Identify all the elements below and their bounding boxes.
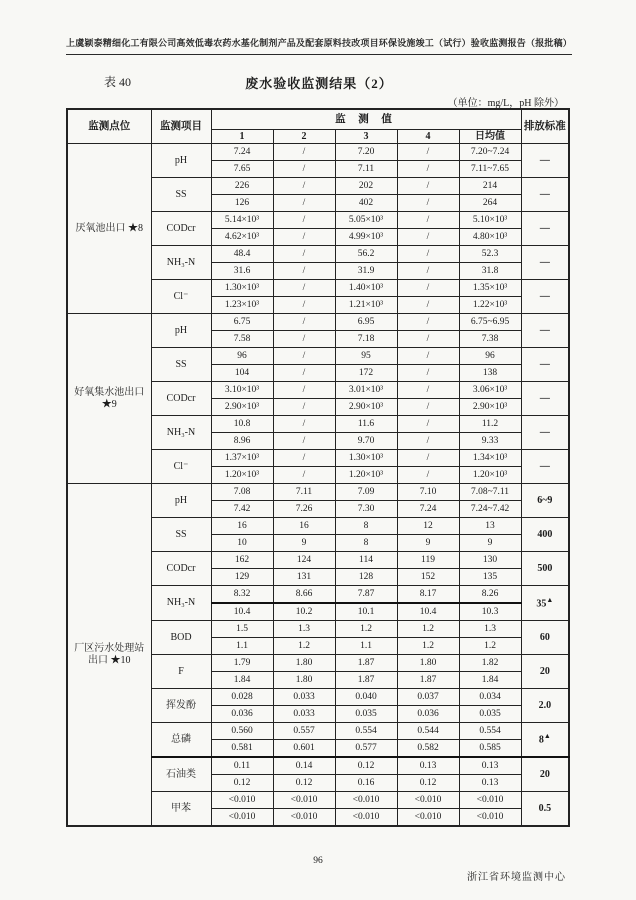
parameter-cell: CODcr xyxy=(151,552,211,586)
value-cell: 0.033 xyxy=(273,706,335,723)
value-cell: 0.581 xyxy=(211,740,273,758)
standard-cell: 8▲ xyxy=(521,723,569,758)
value-cell: 1.84 xyxy=(211,672,273,689)
header-values-group: 监 测 值 xyxy=(211,109,521,130)
value-cell: / xyxy=(397,314,459,331)
standard-cell: — xyxy=(521,416,569,450)
location-cell: 好氧集水池出口 ★9 xyxy=(67,314,151,484)
value-cell: 7.58 xyxy=(211,331,273,348)
value-cell: / xyxy=(397,229,459,246)
value-cell: 7.24~7.42 xyxy=(459,501,521,518)
value-cell: 13 xyxy=(459,518,521,535)
value-cell: 10.4 xyxy=(211,603,273,621)
value-cell: 5.10×10³ xyxy=(459,212,521,229)
value-cell: 1.1 xyxy=(335,638,397,655)
value-cell: 10.2 xyxy=(273,603,335,621)
value-cell: 10.1 xyxy=(335,603,397,621)
standard-cell: — xyxy=(521,212,569,246)
value-cell: 7.10 xyxy=(397,484,459,501)
value-cell: 9 xyxy=(273,535,335,552)
header-standard: 排放标准 xyxy=(521,109,569,144)
value-cell: / xyxy=(273,195,335,212)
value-cell: 152 xyxy=(397,569,459,586)
parameter-cell: Cl⁻ xyxy=(151,280,211,314)
value-cell: 0.035 xyxy=(335,706,397,723)
value-cell: 7.87 xyxy=(335,586,397,604)
value-cell: 0.577 xyxy=(335,740,397,758)
value-cell: 214 xyxy=(459,178,521,195)
parameter-cell: pH xyxy=(151,144,211,178)
value-cell: <0.010 xyxy=(335,809,397,827)
value-cell: / xyxy=(397,178,459,195)
parameter-cell: NH₃-N xyxy=(151,586,211,621)
standard-cell: 2.0 xyxy=(521,689,569,723)
value-cell: 7.08 xyxy=(211,484,273,501)
value-cell: 0.16 xyxy=(335,775,397,792)
value-cell: 135 xyxy=(459,569,521,586)
value-cell: / xyxy=(397,331,459,348)
parameter-cell: SS xyxy=(151,518,211,552)
value-cell: / xyxy=(397,297,459,314)
table-row xyxy=(67,484,569,501)
value-cell: / xyxy=(273,178,335,195)
value-cell: 48.4 xyxy=(211,246,273,263)
standard-cell: — xyxy=(521,450,569,484)
parameter-cell: NH₃-N xyxy=(151,416,211,450)
footer-organization: 浙江省环境监测中心 xyxy=(467,872,566,883)
value-cell: 31.6 xyxy=(211,263,273,280)
value-cell: 114 xyxy=(335,552,397,569)
value-cell: 162 xyxy=(211,552,273,569)
table-header xyxy=(67,109,569,144)
value-cell: 128 xyxy=(335,569,397,586)
value-cell: 0.040 xyxy=(335,689,397,706)
value-cell: 7.38 xyxy=(459,331,521,348)
value-cell: 8.32 xyxy=(211,586,273,604)
value-cell: 0.12 xyxy=(335,757,397,775)
value-cell: / xyxy=(397,280,459,297)
value-cell: 52.3 xyxy=(459,246,521,263)
header-subcol-2: 2 xyxy=(273,130,335,144)
value-cell: 95 xyxy=(335,348,397,365)
parameter-cell: SS xyxy=(151,348,211,382)
value-cell: 0.12 xyxy=(273,775,335,792)
value-cell: / xyxy=(273,399,335,416)
value-cell: 1.87 xyxy=(397,672,459,689)
value-cell: 2.90×10³ xyxy=(211,399,273,416)
value-cell: 1.40×10³ xyxy=(335,280,397,297)
value-cell: 10.3 xyxy=(459,603,521,621)
parameter-cell: CODcr xyxy=(151,212,211,246)
value-cell: 0.034 xyxy=(459,689,521,706)
value-cell: 8 xyxy=(335,518,397,535)
value-cell: / xyxy=(273,467,335,484)
value-cell: 1.37×10³ xyxy=(211,450,273,467)
value-cell: 2.90×10³ xyxy=(335,399,397,416)
value-cell: 1.2 xyxy=(397,621,459,638)
value-cell: 5.14×10³ xyxy=(211,212,273,229)
value-cell: / xyxy=(397,450,459,467)
value-cell: 1.3 xyxy=(459,621,521,638)
value-cell: 7.09 xyxy=(335,484,397,501)
value-cell: 7.11~7.65 xyxy=(459,161,521,178)
value-cell: 131 xyxy=(273,569,335,586)
value-cell: / xyxy=(273,365,335,382)
header-row-1 xyxy=(67,109,569,130)
value-cell: 6.75~6.95 xyxy=(459,314,521,331)
value-cell: 8.96 xyxy=(211,433,273,450)
value-cell: 9 xyxy=(397,535,459,552)
value-cell: 56.2 xyxy=(335,246,397,263)
value-cell: 7.65 xyxy=(211,161,273,178)
value-cell: 11.2 xyxy=(459,416,521,433)
value-cell: 7.11 xyxy=(273,484,335,501)
value-cell: 0.033 xyxy=(273,689,335,706)
value-cell: 0.037 xyxy=(397,689,459,706)
title-row xyxy=(66,73,572,91)
standard-cell: 60 xyxy=(521,621,569,655)
value-cell: 10.4 xyxy=(397,603,459,621)
value-cell: 1.30×10³ xyxy=(335,450,397,467)
value-cell: / xyxy=(397,348,459,365)
value-cell: 5.05×10³ xyxy=(335,212,397,229)
value-cell: 6.95 xyxy=(335,314,397,331)
value-cell: 1.80 xyxy=(273,672,335,689)
value-cell: / xyxy=(397,433,459,450)
value-cell: 11.6 xyxy=(335,416,397,433)
value-cell: 130 xyxy=(459,552,521,569)
value-cell: 4.62×10³ xyxy=(211,229,273,246)
parameter-cell: 石油类 xyxy=(151,757,211,792)
value-cell: / xyxy=(397,212,459,229)
value-cell: 402 xyxy=(335,195,397,212)
value-cell: / xyxy=(273,229,335,246)
value-cell: 1.5 xyxy=(211,621,273,638)
value-cell: / xyxy=(273,280,335,297)
value-cell: 1.87 xyxy=(335,672,397,689)
value-cell: 9 xyxy=(459,535,521,552)
value-cell: 3.10×10³ xyxy=(211,382,273,399)
value-cell: 8 xyxy=(335,535,397,552)
value-cell: <0.010 xyxy=(211,809,273,827)
value-cell: 10 xyxy=(211,535,273,552)
value-cell: 1.30×10³ xyxy=(211,280,273,297)
standard-cell: — xyxy=(521,382,569,416)
standard-cell: — xyxy=(521,280,569,314)
header-subcol-1: 1 xyxy=(211,130,273,144)
value-cell: / xyxy=(397,382,459,399)
value-cell: 202 xyxy=(335,178,397,195)
value-cell: 1.79 xyxy=(211,655,273,672)
value-cell: / xyxy=(273,450,335,467)
value-cell: 7.26 xyxy=(273,501,335,518)
standard-cell: 6~9 xyxy=(521,484,569,518)
parameter-cell: BOD xyxy=(151,621,211,655)
value-cell: 1.34×10³ xyxy=(459,450,521,467)
value-cell: 138 xyxy=(459,365,521,382)
value-cell: 1.21×10³ xyxy=(335,297,397,314)
value-cell: / xyxy=(273,144,335,161)
parameter-cell: SS xyxy=(151,178,211,212)
value-cell: / xyxy=(397,246,459,263)
standard-cell: — xyxy=(521,178,569,212)
value-cell: / xyxy=(273,263,335,280)
value-cell: 6.75 xyxy=(211,314,273,331)
value-cell: 1.80 xyxy=(273,655,335,672)
unit-note: （单位：mg/L，pH 除外） xyxy=(447,98,564,109)
value-cell: 7.20 xyxy=(335,144,397,161)
value-cell: 0.582 xyxy=(397,740,459,758)
value-cell: 9.70 xyxy=(335,433,397,450)
value-cell: <0.010 xyxy=(397,792,459,809)
value-cell: <0.010 xyxy=(273,809,335,827)
value-cell: 1.20×10³ xyxy=(335,467,397,484)
value-cell: / xyxy=(273,382,335,399)
standard-cell: 400 xyxy=(521,518,569,552)
value-cell: 0.036 xyxy=(397,706,459,723)
value-cell: 3.06×10³ xyxy=(459,382,521,399)
header-subcol-3: 3 xyxy=(335,130,397,144)
value-cell: / xyxy=(397,161,459,178)
standard-cell: 20 xyxy=(521,655,569,689)
value-cell: / xyxy=(273,297,335,314)
parameter-cell: F xyxy=(151,655,211,689)
table-number-label: 表 40 xyxy=(104,75,132,89)
value-cell: 1.80 xyxy=(397,655,459,672)
standard-cell: 0.5 xyxy=(521,792,569,827)
value-cell: 0.12 xyxy=(397,775,459,792)
table-row xyxy=(67,144,569,161)
value-cell: <0.010 xyxy=(273,792,335,809)
value-cell: 8.17 xyxy=(397,586,459,604)
parameter-cell: 挥发酚 xyxy=(151,689,211,723)
value-cell: 0.585 xyxy=(459,740,521,758)
page-title: 废水验收监测结果（2） xyxy=(245,76,393,91)
value-cell: / xyxy=(273,416,335,433)
standard-cell: — xyxy=(521,144,569,178)
value-cell: 0.13 xyxy=(459,775,521,792)
standard-cell: — xyxy=(521,348,569,382)
value-cell: <0.010 xyxy=(459,792,521,809)
value-cell: 1.20×10³ xyxy=(459,467,521,484)
value-cell: 129 xyxy=(211,569,273,586)
standard-cell: — xyxy=(521,246,569,280)
value-cell: 0.554 xyxy=(335,723,397,740)
value-cell: / xyxy=(397,399,459,416)
value-cell: 31.8 xyxy=(459,263,521,280)
header-location: 监测点位 xyxy=(67,109,151,144)
standard-cell: 35▲ xyxy=(521,586,569,621)
value-cell: 7.08~7.11 xyxy=(459,484,521,501)
value-cell: 1.2 xyxy=(459,638,521,655)
value-cell: 0.12 xyxy=(211,775,273,792)
value-cell: 8.26 xyxy=(459,586,521,604)
value-cell: 104 xyxy=(211,365,273,382)
value-cell: / xyxy=(273,161,335,178)
value-cell: <0.010 xyxy=(459,809,521,827)
header-subcol-avg: 日均值 xyxy=(459,130,521,144)
value-cell: 0.544 xyxy=(397,723,459,740)
value-cell: 1.35×10³ xyxy=(459,280,521,297)
location-cell: 厂区污水处理站出口 ★10 xyxy=(67,484,151,827)
parameter-cell: Cl⁻ xyxy=(151,450,211,484)
value-cell: 0.11 xyxy=(211,757,273,775)
value-cell: 172 xyxy=(335,365,397,382)
value-cell: 1.2 xyxy=(273,638,335,655)
value-cell: 1.3 xyxy=(273,621,335,638)
value-cell: <0.010 xyxy=(211,792,273,809)
value-cell: / xyxy=(273,314,335,331)
value-cell: 1.2 xyxy=(335,621,397,638)
value-cell: 0.601 xyxy=(273,740,335,758)
value-cell: 96 xyxy=(459,348,521,365)
parameter-cell: pH xyxy=(151,314,211,348)
value-cell: 0.557 xyxy=(273,723,335,740)
standard-cell: 20 xyxy=(521,757,569,792)
value-cell: 10.8 xyxy=(211,416,273,433)
parameter-cell: CODcr xyxy=(151,382,211,416)
value-cell: / xyxy=(273,348,335,365)
header-item: 监测项目 xyxy=(151,109,211,144)
page-number: 96 xyxy=(313,856,323,866)
value-cell: 3.01×10³ xyxy=(335,382,397,399)
value-cell: 1.2 xyxy=(397,638,459,655)
value-cell: 7.18 xyxy=(335,331,397,348)
value-cell: 7.24 xyxy=(397,501,459,518)
value-cell: 1.84 xyxy=(459,672,521,689)
value-cell: 119 xyxy=(397,552,459,569)
value-cell: 0.560 xyxy=(211,723,273,740)
value-cell: 2.90×10³ xyxy=(459,399,521,416)
parameter-cell: 甲苯 xyxy=(151,792,211,827)
value-cell: 16 xyxy=(273,518,335,535)
value-cell: / xyxy=(397,195,459,212)
value-cell: 1.20×10³ xyxy=(211,467,273,484)
parameter-cell: 总磷 xyxy=(151,723,211,758)
value-cell: 126 xyxy=(211,195,273,212)
parameter-cell: NH₃-N xyxy=(151,246,211,280)
parameter-cell: pH xyxy=(151,484,211,518)
value-cell: / xyxy=(397,263,459,280)
value-cell: / xyxy=(273,246,335,263)
value-cell: / xyxy=(397,467,459,484)
value-cell: 96 xyxy=(211,348,273,365)
value-cell: 124 xyxy=(273,552,335,569)
value-cell: 7.11 xyxy=(335,161,397,178)
value-cell: 0.035 xyxy=(459,706,521,723)
value-cell: 1.1 xyxy=(211,638,273,655)
value-cell: 7.42 xyxy=(211,501,273,518)
header-subcol-4: 4 xyxy=(397,130,459,144)
value-cell: 7.24 xyxy=(211,144,273,161)
value-cell: 226 xyxy=(211,178,273,195)
value-cell: 0.554 xyxy=(459,723,521,740)
value-cell: / xyxy=(273,433,335,450)
value-cell: 7.20~7.24 xyxy=(459,144,521,161)
value-cell: 31.9 xyxy=(335,263,397,280)
value-cell: 9.33 xyxy=(459,433,521,450)
table-row xyxy=(67,314,569,331)
running-header: 上虞颖泰精细化工有限公司高效低毒农药水基化制剂产品及配套原料技改项目环保设施竣工（试行）验收监测报告（报批稿） xyxy=(66,36,572,55)
value-cell: 4.99×10³ xyxy=(335,229,397,246)
standard-cell: 500 xyxy=(521,552,569,586)
value-cell: 1.87 xyxy=(335,655,397,672)
standard-cell: — xyxy=(521,314,569,348)
location-cell: 厌氧池出口 ★8 xyxy=(67,144,151,314)
value-cell: 1.82 xyxy=(459,655,521,672)
value-cell: / xyxy=(397,365,459,382)
value-cell: 0.028 xyxy=(211,689,273,706)
value-cell: 0.13 xyxy=(459,757,521,775)
value-cell: / xyxy=(273,331,335,348)
value-cell: 8.66 xyxy=(273,586,335,604)
value-cell: 264 xyxy=(459,195,521,212)
value-cell: 1.22×10³ xyxy=(459,297,521,314)
value-cell: / xyxy=(397,144,459,161)
value-cell: 12 xyxy=(397,518,459,535)
value-cell: 0.036 xyxy=(211,706,273,723)
results-table xyxy=(66,108,570,827)
value-cell: 7.30 xyxy=(335,501,397,518)
value-cell: 0.14 xyxy=(273,757,335,775)
value-cell: 16 xyxy=(211,518,273,535)
table-body xyxy=(67,144,569,827)
value-cell: 0.13 xyxy=(397,757,459,775)
value-cell: 1.23×10³ xyxy=(211,297,273,314)
value-cell: / xyxy=(273,212,335,229)
value-cell: / xyxy=(397,416,459,433)
value-cell: <0.010 xyxy=(397,809,459,827)
value-cell: 4.80×10³ xyxy=(459,229,521,246)
value-cell: <0.010 xyxy=(335,792,397,809)
